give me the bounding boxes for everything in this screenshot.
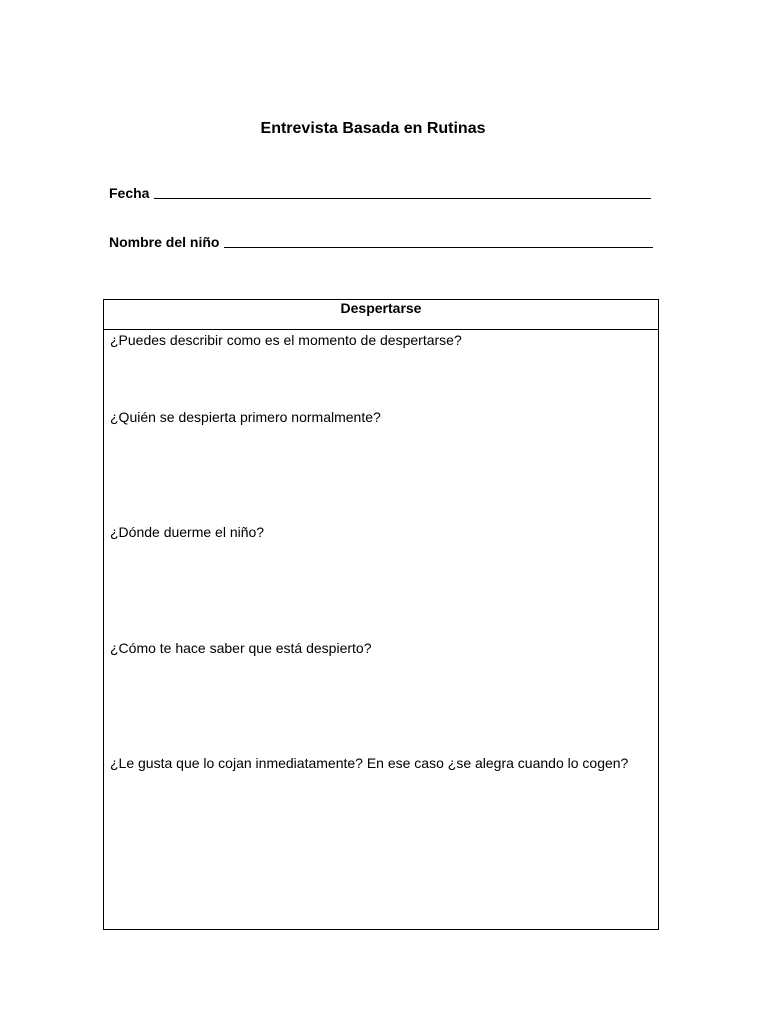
child-name-label: Nombre del niño <box>109 234 220 250</box>
question-2: ¿Quién se despierta primero normalmente? <box>110 409 381 425</box>
question-5: ¿Le gusta que lo cojan inmediatamente? En ese caso ¿se alegra cuando lo cogen? <box>110 755 629 771</box>
child-name-blank-line[interactable] <box>224 235 653 248</box>
question-3: ¿Dónde duerme el niño? <box>110 524 265 540</box>
question-1: ¿Puedes describir como es el momento de despertarse? <box>110 332 462 348</box>
question-4: ¿Cómo te hace saber que está despierto? <box>110 640 372 656</box>
child-name-field <box>109 234 653 250</box>
date-blank-line[interactable] <box>154 186 651 199</box>
routine-table <box>103 299 659 930</box>
page-title: Entrevista Basada en Rutinas <box>260 120 486 137</box>
date-field <box>109 185 651 201</box>
date-label: Fecha <box>109 185 150 201</box>
routine-header: Despertarse <box>104 300 658 330</box>
